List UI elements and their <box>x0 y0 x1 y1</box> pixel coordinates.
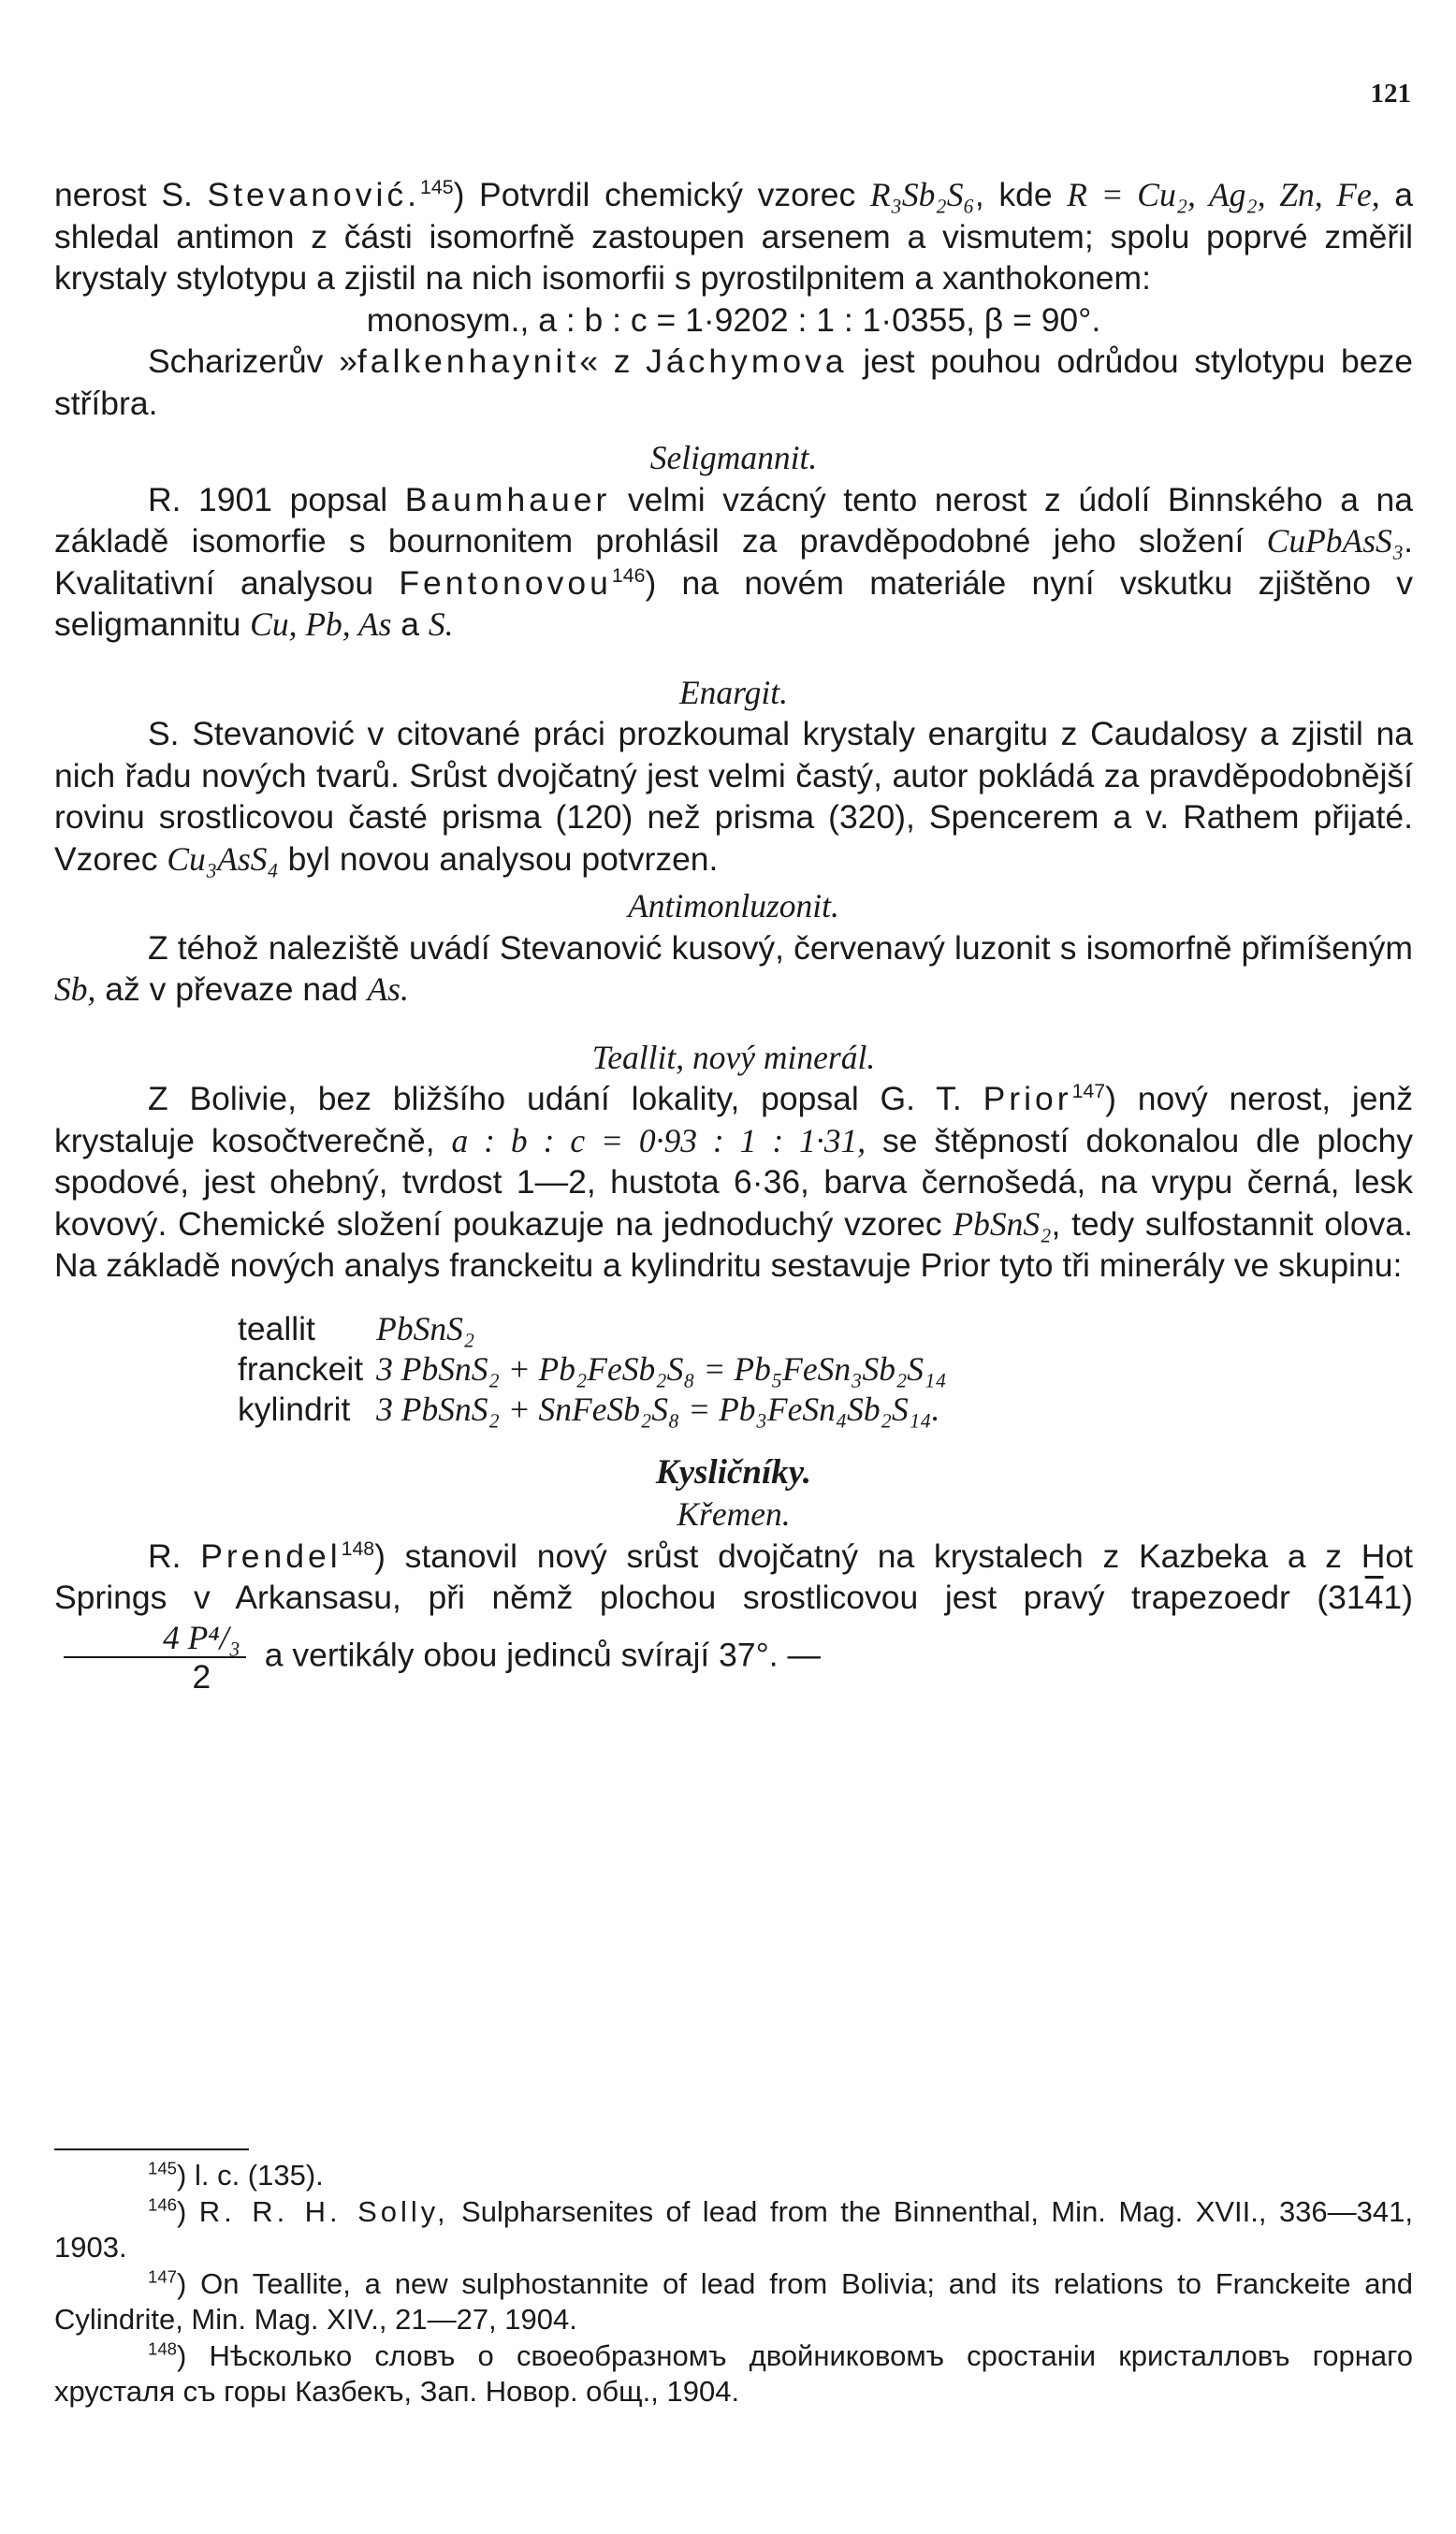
author-name: Fentonovou <box>399 563 612 602</box>
chemical-formula: CuPbAsS₃ <box>1266 522 1405 560</box>
fraction <box>64 1619 246 1696</box>
mineral-name-cell: kylindrit <box>238 1390 351 1428</box>
author-name: Prendel <box>200 1536 342 1575</box>
axial-ratio-formula: monosym., a : b : c = 1·9202 : 1 : 1·0355, β = 90°. <box>366 300 1101 339</box>
paragraph-scharizer: Scharizerův »falkenhaynit« z Jáchymova jest pouhou odrůdou stylotypu beze stříbra. <box>54 342 1414 422</box>
paragraph-antimonluzonit: Z téhož naleziště uvádí Stevanović kusový, červenavý luzonit s isomorfně přimíšeným Sb, až v převaze nad As. <box>54 928 1413 1008</box>
chemical-formula: R₃Sb₂S₆ <box>869 176 975 213</box>
fraction-numerator: 4 P⁴/₃ <box>64 1619 246 1658</box>
footnote-148: $^{148}$) Нѣсколько словъ о своеобразномъ двойниковомъ сростаніи кристалловъ горнаго хрусталя съ горы Казбекъ, Зап. Новор. общ., 1904. <box>54 2338 1413 2408</box>
paragraph-kremen: R. Prendel$^{148}$) stanovil nový srůst dvojčatný na krystalech z Kazbeka a z Hot Springs v Arkansasu, při němž plochou srostlicovou jest pravý trapezoedr (3141) $\frac{\text{4 P⁴/₃}}{2}$ a vertikály obou jedinců svírají 37°. — <box>54 1536 1413 1696</box>
section-heading-seligmannit: Seligmannit. <box>649 439 818 476</box>
footnote-ref[interactable]: 148 <box>341 1536 375 1560</box>
section-heading-kremen: Křemen. <box>677 1495 791 1533</box>
paragraph-seligmannit: R. 1901 popsal Baumhauer velmi vzácný tento nerost z údolí Binnského a na základě isomorfie s bournonitem prohlásil za pravděpodobné jeho složení CuPbAsS₃. Kvalitativní analysou Fentonovou$^{146}$) na novém materiále nyní vskutku zjištěno v seligmannitu Cu, Pb, As a S. <box>54 480 1413 643</box>
author-name: Baumhauer <box>404 480 611 518</box>
mineral-name-cell: franckeit <box>238 1349 364 1388</box>
chemical-element: Sb, <box>54 970 96 1008</box>
bar-index: 4 <box>1364 1579 1384 1616</box>
author-name: Prior <box>983 1080 1072 1117</box>
section-heading-antimonluzonit: Antimonluzonit. <box>628 887 839 925</box>
paragraph-stylotyp: nerost S. Stevanović.$^{145}$) Potvrdil chemický vzorec R₃Sb₂S₆, kde R = Cu₂, Ag₂, Zn, Fe, a shledal antimon z části isomorfně zastoupen arsenem a vismutem; spolu poprvé změřil krystaly stylotypu a zjistil na nich isomorfii s pyrostilpnitem a xanthokonem: <box>54 176 1414 297</box>
mineral-name: falkenhaynit <box>357 342 580 380</box>
footnotes <box>54 2158 1413 2410</box>
minerals-table <box>238 1309 960 1430</box>
author-name: R. R. H. Solly, <box>198 2194 449 2228</box>
chemical-formula: Cu₃AsS₄ <box>167 839 279 878</box>
chemical-elements: Cu, Pb, As <box>250 605 392 643</box>
footnote-number: 148 <box>148 2338 178 2359</box>
mineral-formula-cell: 3 PbSnS₂ + SnFeSb₂S₈ = Pb₃FeSn₄Sb₂S₁₄. <box>376 1390 940 1428</box>
mineral-formula-cell: PbSnS₂ <box>376 1309 475 1347</box>
footnote-ref[interactable]: 147 <box>1071 1080 1106 1103</box>
chemical-element: S. <box>428 605 454 643</box>
mineral-name-cell: teallit <box>238 1309 315 1347</box>
footnote-number: 146 <box>148 2194 178 2215</box>
footnote-ref[interactable]: 145 <box>420 176 454 199</box>
footnote-number: 147 <box>148 2266 178 2287</box>
table-row <box>238 1309 960 1349</box>
footnote-145: $^{145}$) l. c. (135). <box>148 2158 324 2192</box>
chemical-element: As. <box>367 970 409 1008</box>
section-heading-teallit: Teallit, nový minerál. <box>591 1038 876 1076</box>
axial-ratio: a : b : c = 0·93 : 1 : 1·31, <box>451 1121 866 1159</box>
footnote-146: $^{146}$) R. R. H. Solly, Sulpharsenites of lead from the Binnenthal, Min. Mag. XVII., 336—341, 1903. <box>54 2194 1413 2264</box>
paragraph-teallit: Z Bolivie, bez bližšího udání lokality, popsal G. T. Prior$^{147}$) nový nerost, jenž krystaluje kosočtverečně, a : b : c = 0·93 : 1 : 1·31, se štěpností dokonalou dle plochy spodové, jest ohebný, tvrdost 1—2, hustota 6·36, barva černošedá, na vrypu černá, lesk kovový. Chemické složení poukazuje na jednoduchý vzorec PbSnS₂, tedy sulfostannit olova. Na základě nových analys franckeitu a kylindritu sestavuje Prior tyto tři minerály ve skupinu: <box>54 1080 1413 1284</box>
section-heading-kyslicniky: Kysličníky. <box>655 1452 812 1492</box>
footnote-number: 145 <box>148 2158 178 2178</box>
page-number: 121 <box>1370 79 1411 109</box>
footnote-ref[interactable]: 146 <box>611 563 646 587</box>
table-row <box>238 1390 960 1430</box>
place-name: Jáchymova <box>646 342 848 380</box>
author-name: Stevanović. <box>207 176 421 213</box>
table-row <box>238 1349 960 1390</box>
paragraph-enargit: S. Stevanović v citované práci prozkoumal krystaly enargitu z Caudalosy a zjistil na nich řadu nových tvarů. Srůst dvojčatný jest velmi častý, autor pokládá za pravděpodobnější rovinu srostlicovou časté prisma (120) než prisma (320), Spencerem a v. Rathem přijaté. Vzorec Cu₃AsS₄ byl novou analysou potvrzen. <box>54 715 1413 878</box>
mineral-formula-cell: 3 PbSnS₂ + Pb₂FeSb₂S₈ = Pb₅FeSn₃Sb₂S₁₄ <box>376 1349 947 1388</box>
chemical-formula: R = Cu₂, Ag₂, Zn, Fe, <box>1067 176 1380 213</box>
chemical-formula: PbSnS₂ <box>953 1204 1052 1243</box>
footnote-147: $^{147}$) On Teallite, a new sulphostannite of lead from Bolivia; and its relations to Franckeite and Cylindrite, Min. Mag. XIV., 21—27, 1904. <box>54 2266 1413 2336</box>
fraction-denominator: 2 <box>192 1657 211 1696</box>
footnote-divider <box>54 2148 249 2150</box>
section-heading-enargit: Enargit. <box>678 673 789 711</box>
body-text <box>54 174 1413 1696</box>
